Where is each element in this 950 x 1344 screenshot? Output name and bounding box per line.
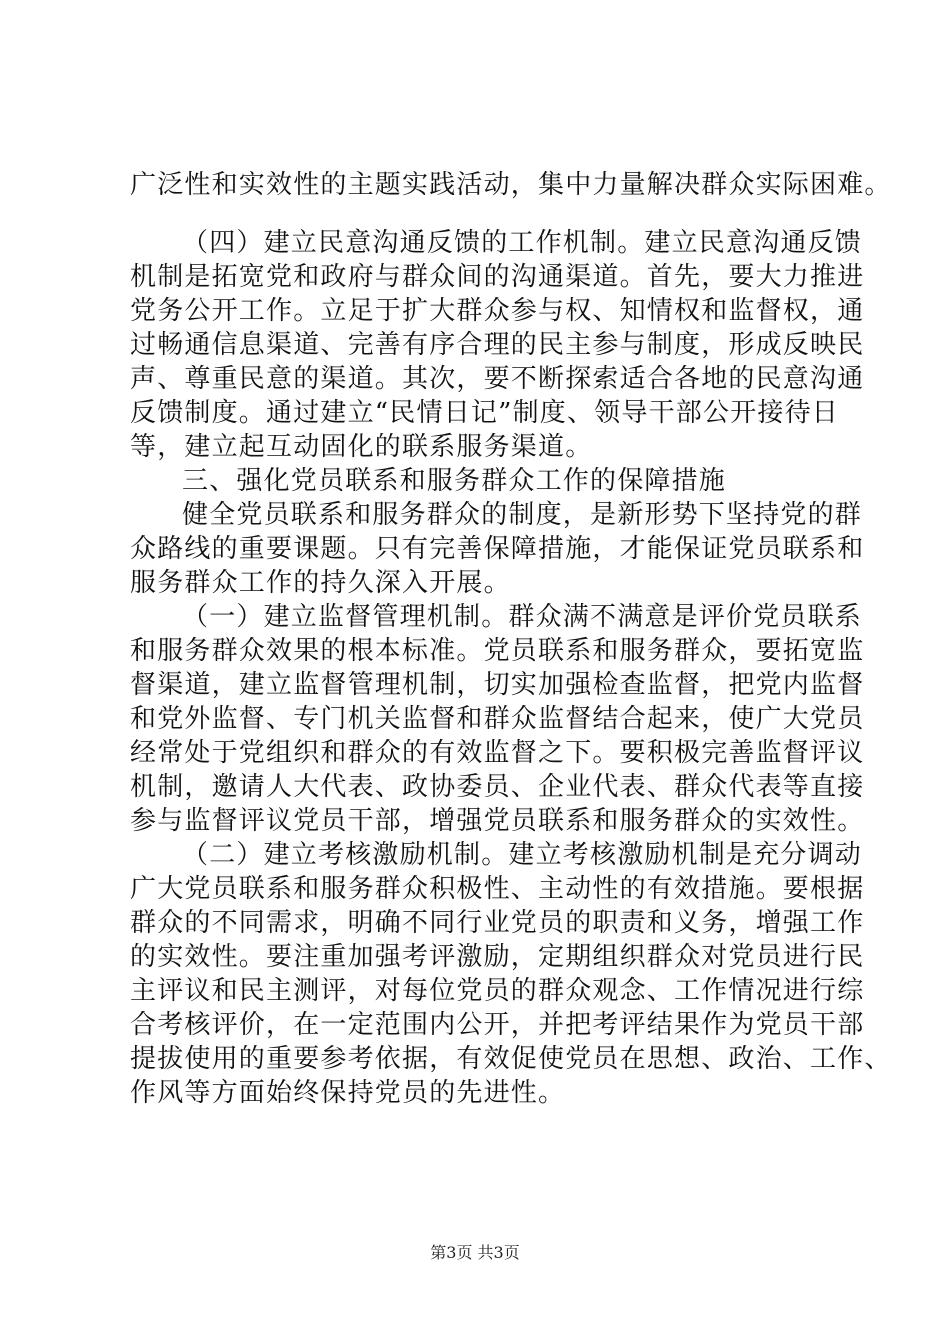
page-footer: 第3页 共3页 <box>430 1243 520 1262</box>
paragraph-line: 和党外监督、专门机关监督和群众监督结合起来，使广大党员 <box>130 704 865 734</box>
paragraph-line: 群众的不同需求，明确不同行业党员的职责和义务，增强工作 <box>130 908 865 938</box>
chapter-heading-3: 三、强化党员联系和服务群众工作的保障措施 <box>182 466 727 496</box>
paragraph-line: 众路线的重要课题。只有完善保障措施，才能保证党员联系和 <box>130 534 865 564</box>
paragraph-line: 合考核评价，在一定范围内公开，并把考评结果作为党员干部 <box>130 1010 865 1040</box>
paragraph-line: 声、尊重民意的渠道。其次，要不断探索适合各地的民意沟通 <box>130 364 865 394</box>
section-heading-4: （四）建立民意沟通反馈的工作机制。建立民意沟通反馈 <box>182 228 863 258</box>
paragraph-line: 经常处于党组织和群众的有效监督之下。要积极完善监督评议 <box>130 738 865 768</box>
paragraph-line: 主评议和民主测评，对每位党员的群众观念、工作情况进行综 <box>130 976 865 1006</box>
paragraph-line: 反馈制度。通过建立“民情日记”制度、领导干部公开接待日 <box>130 398 839 428</box>
paragraph-line: 机制，邀请人大代表、政协委员、企业代表、群众代表等直接 <box>130 772 865 802</box>
paragraph-line: 广大党员联系和服务群众积极性、主动性的有效措施。要根据 <box>130 874 865 904</box>
paragraph-line: 督渠道，建立监督管理机制，切实加强检查监督，把党内监督 <box>130 670 865 700</box>
paragraph-line: 的实效性。要注重加强考评激励，定期组织群众对党员进行民 <box>130 942 865 972</box>
paragraph-line: 机制是拓宽党和政府与群众间的沟通渠道。首先，要大力推进 <box>130 262 865 292</box>
paragraph-line: 等，建立起互动固化的联系服务渠道。 <box>130 432 593 462</box>
paragraph-line: 服务群众工作的持久深入开展。 <box>130 568 511 598</box>
paragraph-line: 健全党员联系和服务群众的制度，是新形势下坚持党的群 <box>182 500 863 530</box>
paragraph-line: 作风等方面始终保持党员的先进性。 <box>130 1078 566 1108</box>
paragraph-line: 提拔使用的重要参考依据，有效促使党员在思想、政治、工作、 <box>130 1044 892 1074</box>
section-heading-2: （二）建立考核激励机制。建立考核激励机制是充分调动 <box>182 840 863 870</box>
paragraph-line: 参与监督评议党员干部，增强党员联系和服务群众的实效性。 <box>130 806 865 836</box>
paragraph-line: 党务公开工作。立足于扩大群众参与权、知情权和监督权，通 <box>130 296 865 326</box>
paragraph-line: 过畅通信息渠道、完善有序合理的民主参与制度，形成反映民 <box>130 330 865 360</box>
paragraph-line: 和服务群众效果的根本标准。党员联系和服务群众，要拓宽监 <box>130 636 865 666</box>
paragraph-line: 广泛性和实效性的主题实践活动，集中力量解决群众实际困难。 <box>130 170 892 200</box>
section-heading-1: （一）建立监督管理机制。群众满不满意是评价党员联系 <box>182 602 863 632</box>
